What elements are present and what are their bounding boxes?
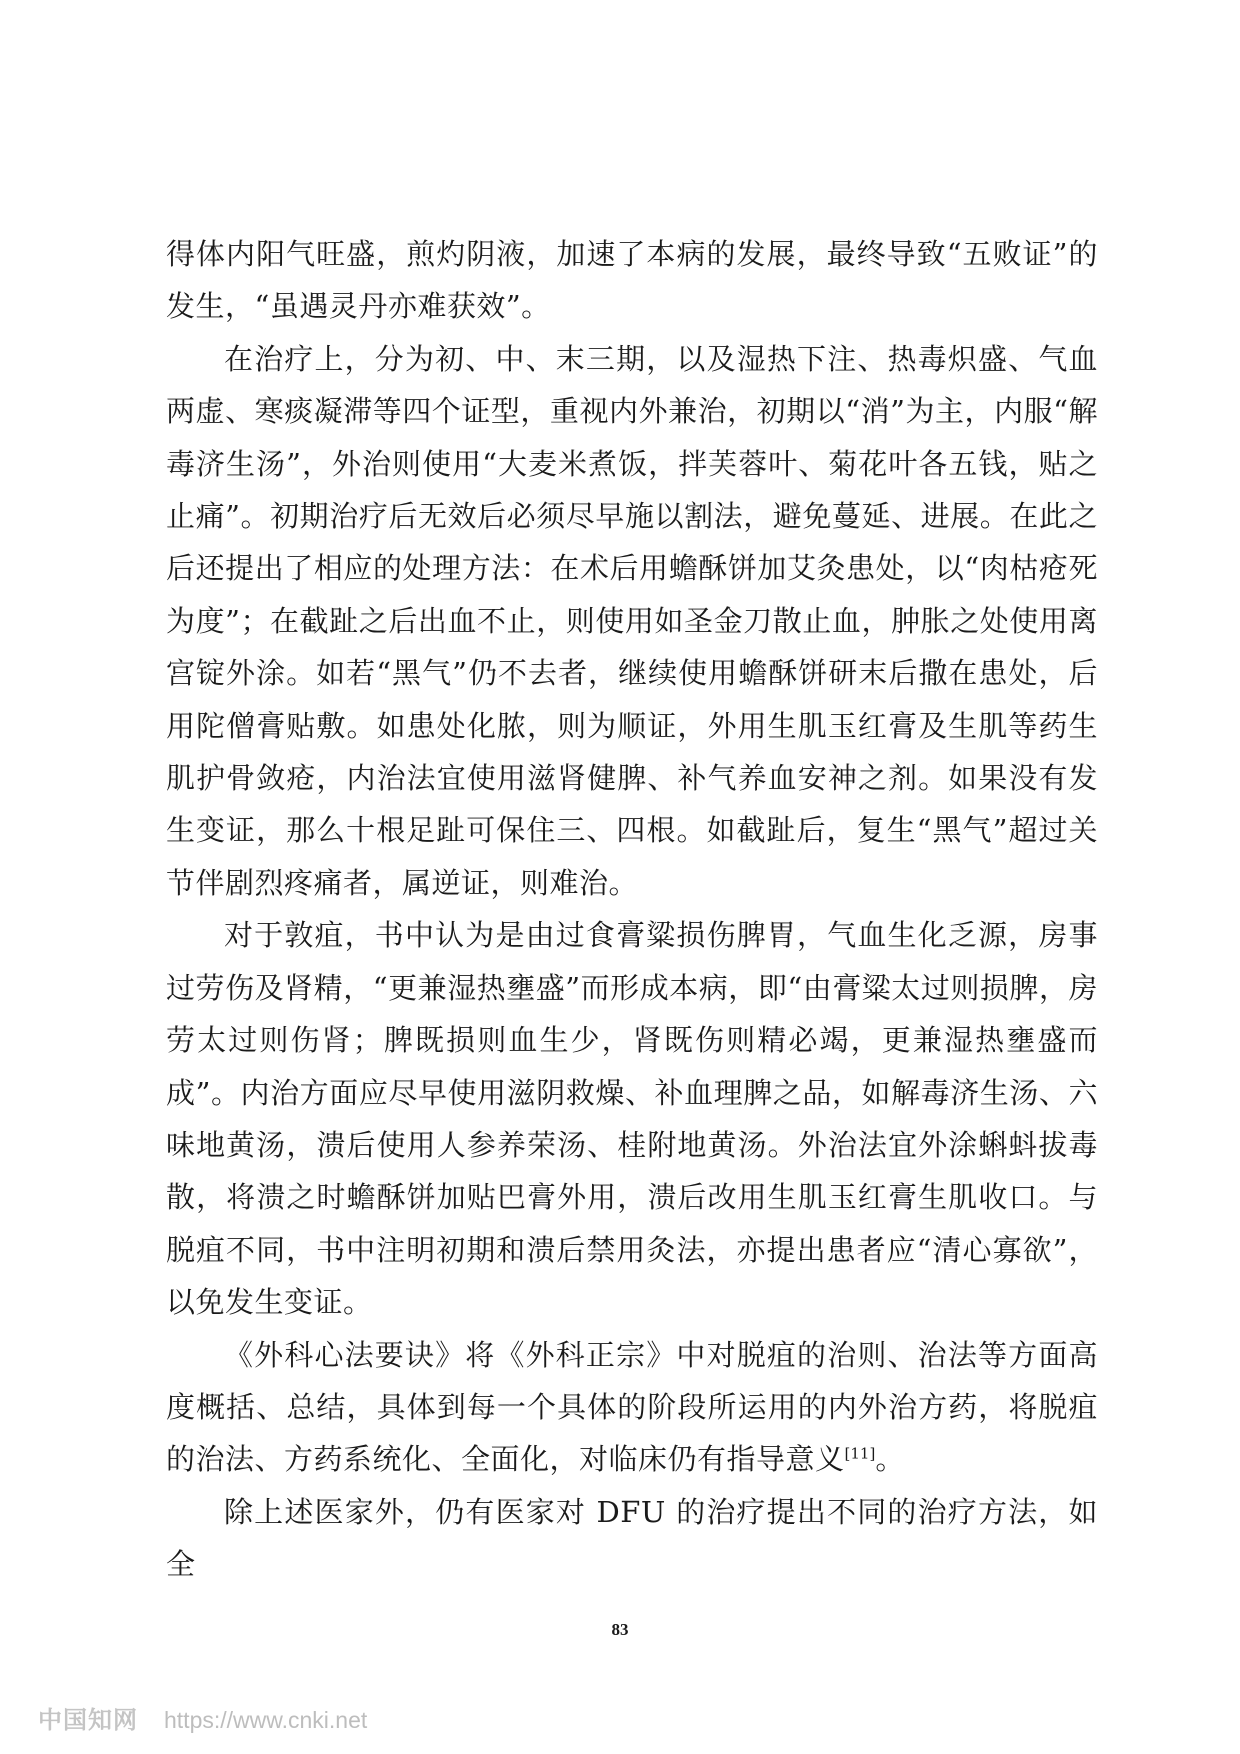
paragraph-4-tail: 。 [875,1442,905,1477]
paragraph-4-text: 《外科心法要诀》将《外科正宗》中对脱疽的治则、治法等方面高度概括、总结，具体到每一个具体的阶段所运用的内外治方药，将脱疽的治法、方药系统化、全面化，对临床仍有指导意义 [166,1337,1098,1477]
paragraph-2-text: 在治疗上，分为初、中、末三期，以及湿热下注、热毒炽盛、气血两虚、寒痰凝滞等四个证型，重视内外兼治，初期以“消”为主，内服“解毒济生汤”，外治则使用“大麦米煮饭，拌芙蓉叶、菊花叶各五钱，贴之止痛”。初期治疗后无效后必须尽早施以割法，避免蔓延、进展。在此之后还提出了相应的处理方法：在术后用蟾酥饼加艾灸患处，以“肉枯疮死为度”；在截趾之后出血不止，则使用如圣金刀散止血，肿胀之处使用离宫锭外涂。如若“黑气”仍不去者，继续使用蟾酥饼研末后撒在患处，后用陀僧膏贴敷。如患处化脓，则为顺证，外用生肌玉红膏及生肌等药生肌护骨敛疮，内治法宜使用滋肾健脾、补气养血安神之剂。如果没有发生变证，那么十根足趾可保住三、四根。如截趾后，复生“黑气”超过关节伴剧烈疼痛者，属逆证，则难治。 [166,341,1098,900]
paragraph-4 [166,1329,1098,1486]
body-text [166,228,1098,1591]
paragraph-3 [166,909,1098,1328]
paragraph-2 [166,333,1098,909]
paragraph-3-text: 对于敦疽，书中认为是由过食膏粱损伤脾胃，气血生化乏源，房事过劳伤及肾精，“更兼湿热壅盛”而形成本病，即“由膏粱太过则损脾，房劳太过则伤肾；脾既损则血生少，肾既伤则精必竭，更兼湿热壅盛而成”。内治方面应尽早使用滋阴救燥、补血理脾之品，如解毒济生汤、六味地黄汤，溃后使用人参养荣汤、桂附地黄汤。外治法宜外涂蝌蚪拔毒散，将溃之时蟾酥饼加贴巴膏外用，溃后改用生肌玉红膏生肌收口。与脱疽不同，书中注明初期和溃后禁用灸法，亦提出患者应“清心寡欲”，以免发生变证。 [166,918,1098,1320]
cnki-logo-text: 中国知网 [38,1707,138,1734]
paragraph-5 [166,1486,1098,1591]
paragraph-1-text: 得体内阳气旺盛，煎灼阴液，加速了本病的发展，最终导致“五败证”的发生，“虽遇灵丹亦难获效”。 [166,237,1098,324]
footer-watermark [38,1700,367,1735]
paragraph-1 [166,228,1098,333]
cnki-url-link[interactable]: https://www.cnki.net [164,1707,368,1733]
citation-reference[interactable]: [11] [844,1444,876,1463]
paragraph-5-text: 除上述医家外，仍有医家对 DFU 的治疗提出不同的治疗方法，如全 [166,1494,1098,1582]
page-number: 83 [611,1620,629,1639]
